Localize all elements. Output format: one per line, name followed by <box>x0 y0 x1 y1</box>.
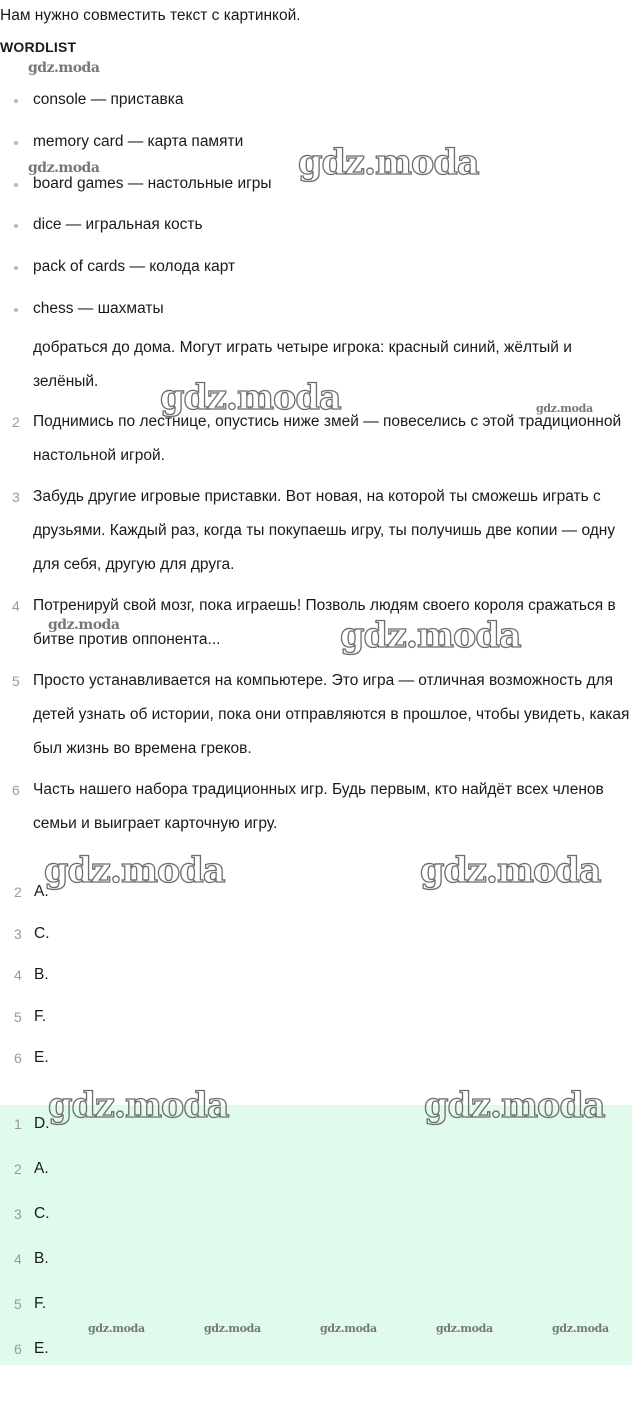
watermark: gdz.moda <box>28 160 100 176</box>
watermark: gdz.moda <box>48 617 120 633</box>
paragraph-5 <box>0 664 632 766</box>
bullet-icon <box>14 308 18 312</box>
watermark: gdz.moda <box>420 850 601 891</box>
paragraph-text: Забудь другие игровые приставки. Вот новая, на которой ты сможешь играть с друзьями. Каждый раз, когда ты покупаешь игру, ты получишь две копии — одну для себя, другую для друга. <box>33 488 616 573</box>
bullet-icon <box>14 183 18 187</box>
paragraph-number: 3 <box>12 489 20 505</box>
intro-text: Нам нужно совместить текст с картинкой. <box>0 7 301 24</box>
watermark: gdz.moda <box>28 60 100 76</box>
paragraph-text: Поднимись по лестнице, опустись ниже змей — повеселись с этой традиционной настольной игрой. <box>33 413 622 464</box>
bullet-icon <box>14 266 18 270</box>
watermark: gdz.moda <box>44 850 225 891</box>
watermark: gdz.moda <box>340 615 521 656</box>
bullet-icon <box>14 141 18 145</box>
wordlist-title: WORDLIST <box>0 39 77 55</box>
paragraph-text: Просто устанавливается на компьютере. Это игра — отличная возможность для детей узнать об истории, пока они отправляются в прошлое, чтобы увидеть, какая был жизнь во времена греков. <box>33 672 630 757</box>
watermark: gdz.moda <box>552 1322 609 1335</box>
watermark: gdz.moda <box>48 1085 229 1126</box>
watermark: gdz.moda <box>88 1322 145 1335</box>
paragraph-number: 4 <box>12 598 20 614</box>
watermark: gdz.moda <box>536 402 593 415</box>
watermark: gdz.moda <box>160 377 341 418</box>
watermark: gdz.moda <box>436 1322 493 1335</box>
paragraph-number: 2 <box>12 414 20 430</box>
bullet-icon <box>14 99 18 103</box>
watermark: gdz.moda <box>204 1322 261 1335</box>
paragraph-6 <box>0 773 632 841</box>
paragraph-text: добраться до дома. Могут играть четыре игрока: красный синий, жёлтый и зелёный. <box>33 339 572 390</box>
paragraph-text: Потренируй свой мозг, пока играешь! Позволь людям своего короля сражаться в битве против оппонента... <box>33 597 616 648</box>
watermark: gdz.moda <box>320 1322 377 1335</box>
paragraph-text: Часть нашего набора традиционных игр. Будь первым, кто найдёт всех членов семьи и выиграет карточную игру. <box>33 781 604 832</box>
watermark: gdz.moda <box>424 1085 605 1126</box>
paragraph-3 <box>0 480 632 582</box>
watermark: gdz.moda <box>298 142 479 183</box>
bullet-icon <box>14 224 18 228</box>
paragraph-number: 6 <box>12 782 20 798</box>
paragraph-number: 5 <box>12 673 20 689</box>
